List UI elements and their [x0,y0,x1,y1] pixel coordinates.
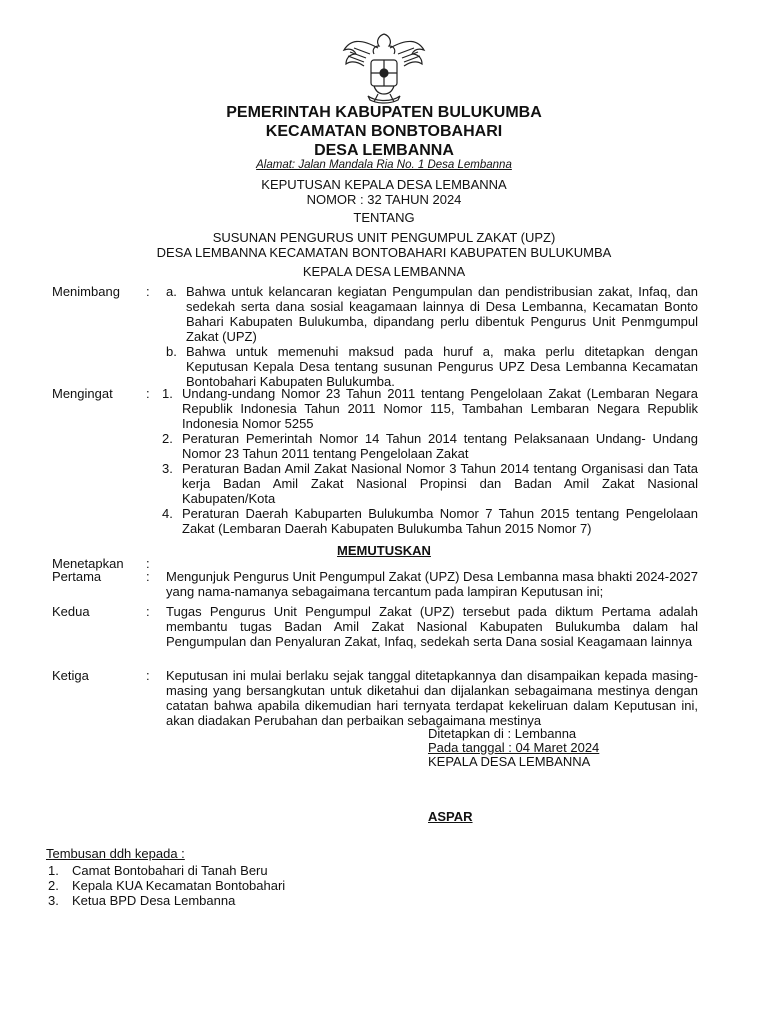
decree-number: NOMOR : 32 TAHUN 2024 [306,192,462,207]
pertama-colon: : [146,569,150,584]
signature-place: Ditetapkan di : Lembanna [428,726,577,741]
ketiga-label: Ketiga [52,668,89,683]
garuda-emblem [338,30,430,106]
menimbang-label: Menimbang [52,284,120,299]
list-marker: 1. [162,386,173,401]
signature-position: KEPALA DESA LEMBANNA [428,754,591,769]
list-item [162,461,698,506]
list-marker: 2. [48,878,59,893]
list-text: Bahwa untuk memenuhi maksud pada huruf a, maka perlu ditetapkan dengan Keputusan Kepala Desa tentang susunan Pengurus UPZ Desa Lembanna Kecamatan Bontobahari Kabupaten Bulukumba. [186,344,698,389]
list-marker: b. [166,344,177,359]
list-text: Undang-undang Nomor 23 Tahun 2011 tentang Pengelolaan Zakat (Lembaran Negara Republik Indonesia Tahun 2011 Nomor 115, Tambahan Lembaran Negara Republik Indonesia Nomor 5255 [182,386,698,431]
decree-title: KEPUTUSAN KEPALA DESA LEMBANNA [261,177,507,192]
list-text: Peraturan Pemerintah Nomor 14 Tahun 2014 tentang Pelaksanaan Undang- Undang Nomor 23 Tahun 2011 tentang Pengelolaan Zakat [182,431,698,461]
list-item [166,344,698,389]
mengingat-label: Mengingat [52,386,113,401]
tembusan-title: Tembusan ddh kepada : [46,846,185,861]
list-text: Peraturan Badan Amil Zakat Nasional Nomor 3 Tahun 2014 tentang Organisasi dan Tata kerja Badan Amil Zakat Nasional Propinsi dan Badan Amil Zakat Nasional Kabupaten/Kota [182,461,698,506]
decree-authority: KEPALA DESA LEMBANNA [302,264,466,279]
memutuskan-heading: MEMUTUSKAN [337,543,431,558]
list-marker: 3. [162,461,173,476]
list-item [166,284,698,344]
list-marker: 1. [48,863,59,878]
tembusan-list [48,863,285,908]
mengingat-colon: : [146,386,150,401]
kedua-label: Kedua [52,604,90,619]
header-line3: DESA LEMBANNA [314,142,454,159]
list-item [162,431,698,461]
decree-subject-line1: SUSUNAN PENGURUS UNIT PENGUMPUL ZAKAT (UPZ) [212,230,556,245]
list-item [162,506,698,536]
menetapkan-colon: : [146,556,150,571]
list-text: Bahwa untuk kelancaran kegiatan Pengumpulan dan pendistribusian zakat, Infaq, dan sedekah serta dana sosial keagamaan lainnya di Desa Lembanna, Kecamatan Bonto Bahari Kabupaten Bulukumba, dipandang perlu dibentuk Pengurus Unit Penmgumpul Zakat (UPZ) [186,284,698,344]
list-item [48,863,285,878]
decree-about: TENTANG [353,210,415,225]
list-item [162,386,698,431]
menimbang-colon: : [146,284,150,299]
list-marker: 3. [48,893,59,908]
list-text: Camat Bontobahari di Tanah Beru [72,863,268,878]
header-line2: KECAMATAN BONBTOBAHARI [265,123,503,140]
kedua-text: Tugas Pengurus Unit Pengumpul Zakat (UPZ) tersebut pada diktum Pertama adalah membantu tugas Badan Amil Zakat Nasional Kabupaten Bulukumba dalam hal Pengumpulan dan Penyaluran Zakat, Infaq, sedekah serta Dana sosial Keagamaan lainnya [166,604,698,649]
signature-date: Pada tanggal : 04 Maret 2024 [428,740,600,755]
list-text: Ketua BPD Desa Lembanna [72,893,236,908]
list-marker: a. [166,284,177,299]
list-marker: 4. [162,506,173,521]
header-line1: PEMERINTAH KABUPATEN BULUKUMBA [226,104,542,121]
signature-name: ASPAR [428,809,473,824]
ketiga-text: Keputusan ini mulai berlaku sejak tanggal ditetapkannya dan disampaikan kepada masing-masing yang bersangkutan untuk diketahui dan dijalankan sebagaimana mestinya dengan catatan bahwa apabila dikemudian hari ternyata terdapat kekeliruan dalam Keputusan ini, akan diadakan Perubahan dan perbaikan sebagaimana mestinya [166,668,698,728]
header-address: Alamat: Jalan Mandala Ria No. 1 Desa Lembanna [256,159,512,171]
list-marker: 2. [162,431,173,446]
list-item [48,878,285,893]
menetapkan-label: Menetapkan [52,556,124,571]
kedua-colon: : [146,604,150,619]
ketiga-colon: : [146,668,150,683]
decree-subject-line2: DESA LEMBANNA KECAMATAN BONTOBAHARI KABUPATEN BULUKUMBA [156,245,612,260]
pertama-label: Pertama [52,569,102,584]
list-item [48,893,285,908]
list-text: Peraturan Daerah Kabuparten Bulukumba Nomor 7 Tahun 2015 tentang Pengelolaan Zakat (Lembaran Daerah Kabupaten Bulukumba Tahun 2015 Nomor 7) [182,506,698,536]
pertama-text: Mengunjuk Pengurus Unit Pengumpul Zakat (UPZ) Desa Lembanna masa bhakti 2024-2027 yang nama-namanya sebagaimana tercantum pada lampiran Keputusan ini; [166,569,698,599]
list-text: Kepala KUA Kecamatan Bontobahari [72,878,286,893]
